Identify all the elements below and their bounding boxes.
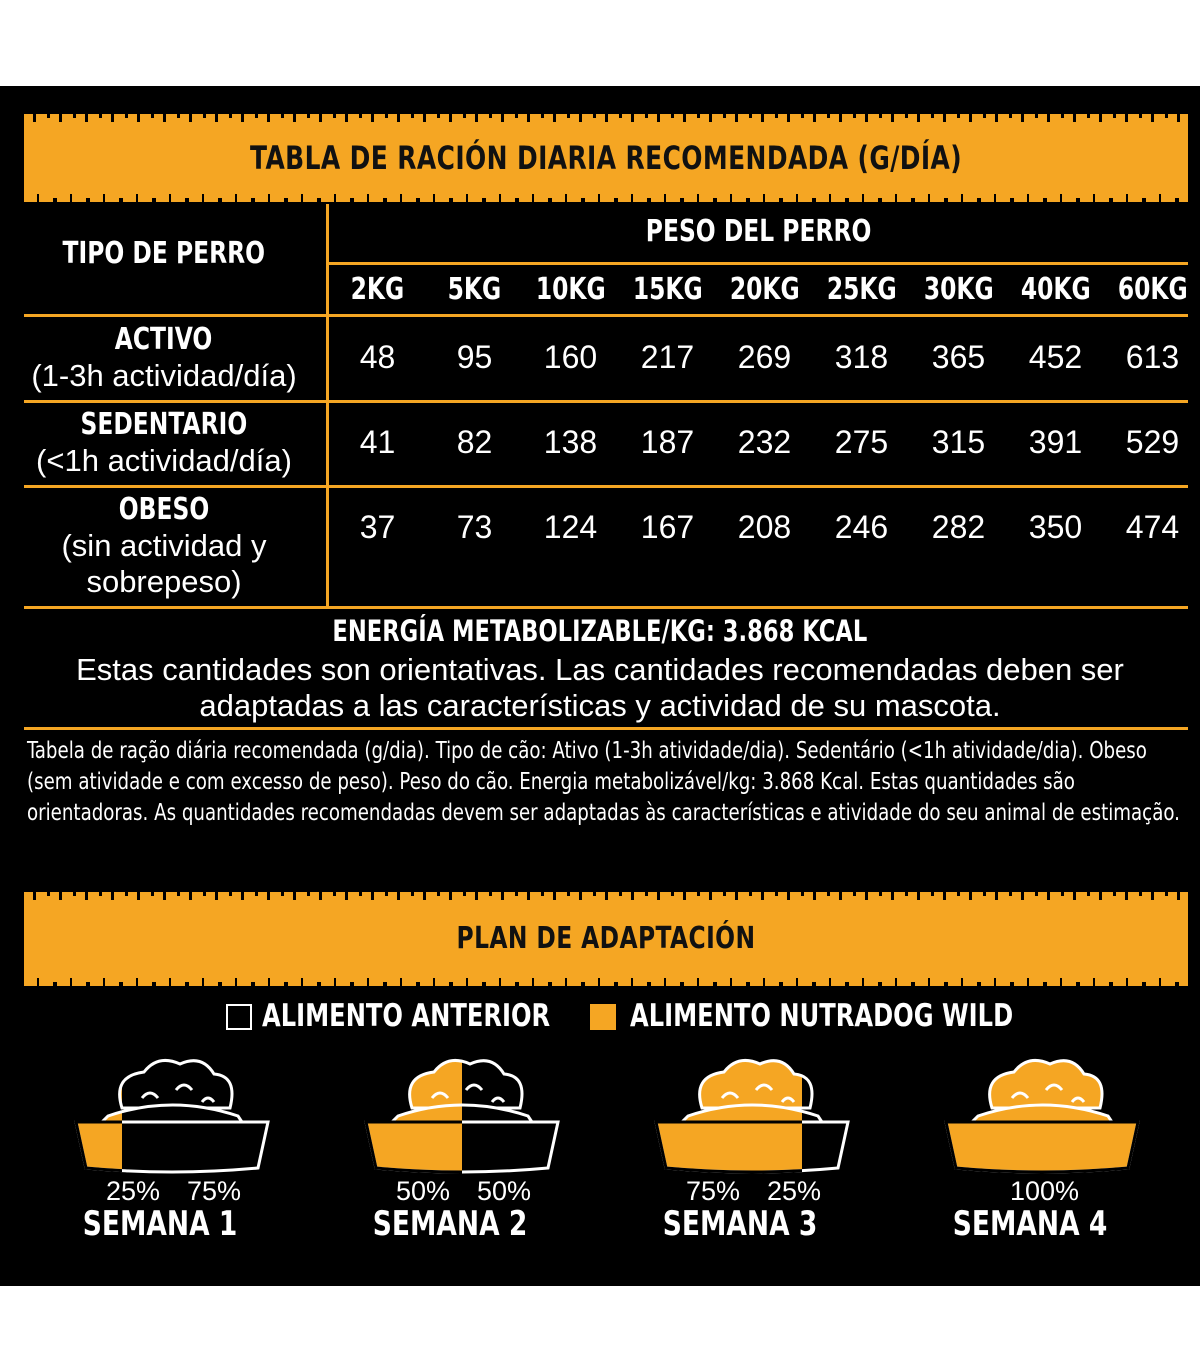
weight-header-15kg — [620, 272, 715, 307]
table-divider-row1 — [24, 314, 1188, 317]
bowl-week-4 — [942, 1048, 1142, 1174]
weight-header-label: 60KG — [1117, 272, 1188, 307]
ration-value: 167 — [640, 509, 695, 545]
ration-value: 95 — [456, 339, 493, 375]
weight-header-label: 40KG — [1020, 272, 1091, 307]
ration-value: 452 — [1028, 339, 1083, 375]
week-label-text: SEMANA 4 — [952, 1204, 1108, 1244]
pct-new-week-4: 100% — [1010, 1176, 1080, 1206]
weight-header-label: 10KG — [535, 272, 606, 307]
ration-value: 474 — [1125, 509, 1180, 545]
dog-type-header: TIPO DE PERRO — [62, 236, 266, 271]
bowl-week-2 — [362, 1048, 562, 1174]
weight-header-25kg — [814, 272, 909, 307]
row-desc: (sin actividad y sobrepeso) — [61, 528, 267, 599]
weight-header-10kg — [523, 272, 618, 307]
weight-header-30kg — [911, 272, 1006, 307]
ration-value: 124 — [543, 509, 598, 545]
weight-header-label: 5KG — [447, 272, 502, 307]
ration-value: 37 — [359, 509, 396, 545]
ration-table-title: TABLA DE RACIÓN DIARIA RECOMENDADA (G/DÍA) — [249, 139, 963, 177]
table-divider-notes — [24, 727, 1188, 730]
weight-header-label: 15KG — [632, 272, 703, 307]
ration-table-title-banner — [24, 118, 1188, 198]
table-divider-bottom — [24, 606, 1188, 609]
ration-value: 350 — [1028, 509, 1083, 545]
ration-value: 187 — [640, 424, 695, 460]
legend-new-label: ALIMENTO NUTRADOG WILD — [630, 998, 1014, 1034]
weight-header-5kg — [427, 272, 522, 307]
pct-old-week-2: 50% — [477, 1176, 532, 1206]
weight-header-60kg — [1105, 272, 1200, 307]
week-label-3 — [640, 1204, 840, 1244]
row-name: ACTIVO — [115, 322, 213, 357]
weight-header-label: 2KG — [350, 272, 405, 307]
weight-header-label: 25KG — [826, 272, 897, 307]
weight-header-label: 30KG — [923, 272, 994, 307]
dog-weight-header-cell — [330, 214, 1188, 249]
row-label-activo — [24, 322, 304, 394]
ration-value: 365 — [931, 339, 986, 375]
legend-previous-label: ALIMENTO ANTERIOR — [262, 998, 551, 1034]
weight-header-label: 20KG — [729, 272, 800, 307]
row-name: SEDENTARIO — [80, 407, 248, 442]
legend-new — [630, 998, 1121, 1034]
ration-value: 318 — [834, 339, 889, 375]
pct-new-week-2: 50% — [396, 1176, 451, 1206]
weight-header-40kg — [1008, 272, 1103, 307]
ration-value: 41 — [359, 424, 396, 460]
bowl-week-1 — [72, 1048, 272, 1174]
ration-value: 315 — [931, 424, 986, 460]
table-divider-row3 — [24, 485, 1188, 488]
row-label-sedentario — [24, 407, 304, 479]
energy-text: ENERGÍA METABOLIZABLE/KG: 3.868 KCAL — [332, 614, 868, 648]
bowl-week-3 — [652, 1048, 852, 1174]
weight-header-2kg — [330, 272, 425, 307]
weight-header-20kg — [717, 272, 812, 307]
ration-value: 48 — [359, 339, 396, 375]
adaptation-plan-title: PLAN DE ADAPTACIÓN — [456, 921, 756, 956]
legend — [0, 996, 1200, 1036]
feeding-panel — [0, 86, 1200, 1286]
portuguese-note: Tabela de ração diária recomendada (g/dia). Tipo de cão: Ativo (1-3h atividade/dia). Sedentário (<1h atividade/dia). Obeso (sem atividade e com excesso de peso). Peso do cão. Energia metabolizável/kg: 3.868 Kcal. Estas quantidades são orientadoras. As quantidades recomendadas devem ser adaptadas às características e atividade do seu animal de estimação. — [27, 738, 1180, 826]
ration-value: 246 — [834, 509, 889, 545]
ration-value: 160 — [543, 339, 598, 375]
week-label-1 — [60, 1204, 260, 1244]
ration-value: 613 — [1125, 339, 1180, 375]
ration-value: 275 — [834, 424, 889, 460]
week-label-text: SEMANA 2 — [372, 1204, 528, 1244]
adaptation-plan-banner — [24, 896, 1188, 982]
dog-weight-header: PESO DEL PERRO — [646, 214, 872, 249]
pct-new-week-1: 25% — [106, 1176, 161, 1206]
orientative-note: Estas cantidades son orientativas. Las cantidades recomendadas deben ser adaptadas a las características y actividad de su mascota. — [76, 652, 1124, 723]
ration-value: 529 — [1125, 424, 1180, 460]
week-label-text: SEMANA 1 — [82, 1204, 238, 1244]
pct-old-week-1: 75% — [187, 1176, 242, 1206]
legend-swatch-previous — [226, 1004, 252, 1030]
table-divider-weight — [326, 262, 1188, 265]
legend-previous — [262, 998, 631, 1034]
legend-swatch-new — [590, 1004, 616, 1030]
ration-value: 138 — [543, 424, 598, 460]
dog-type-header-cell — [24, 236, 304, 271]
table-divider-row2 — [24, 400, 1188, 403]
ration-value: 282 — [931, 509, 986, 545]
week-label-text: SEMANA 3 — [662, 1204, 818, 1244]
week-label-2 — [350, 1204, 550, 1244]
ration-value: 82 — [456, 424, 493, 460]
ration-value: 217 — [640, 339, 695, 375]
week-label-4 — [930, 1204, 1130, 1244]
ration-value: 391 — [1028, 424, 1083, 460]
pct-old-week-3: 25% — [767, 1176, 822, 1206]
ration-value: 73 — [456, 509, 493, 545]
row-desc: (1-3h actividad/día) — [31, 358, 297, 393]
ration-value: 232 — [737, 424, 792, 460]
energy-line — [0, 614, 1200, 649]
row-name: OBESO — [118, 492, 210, 527]
ration-value: 269 — [737, 339, 792, 375]
ration-value: 208 — [737, 509, 792, 545]
pct-new-week-3: 75% — [686, 1176, 741, 1206]
row-label-obeso — [24, 492, 304, 600]
row-desc: (<1h actividad/día) — [36, 443, 292, 478]
